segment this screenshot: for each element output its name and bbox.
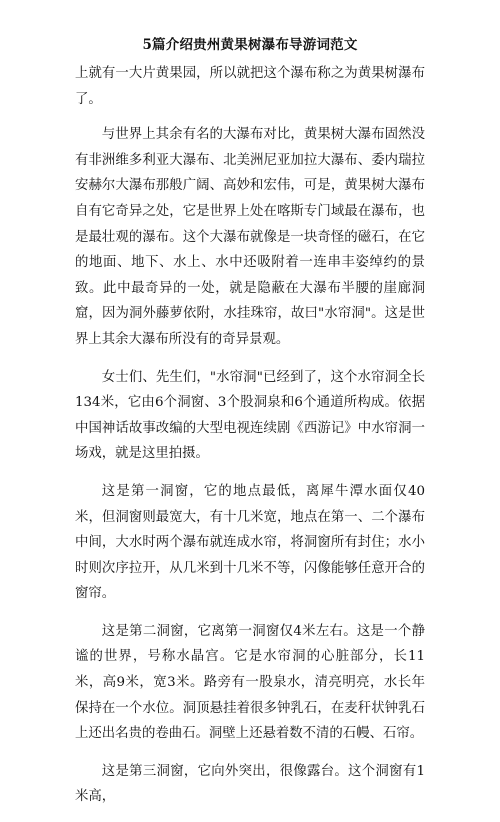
document-title: 5篇介绍贵州黄果树瀑布导游词范文 bbox=[142, 37, 358, 53]
paragraph-4: 这是第一洞窗，它的地点最低，离犀牛潭水面仅40米，但洞窗则最宽大，有十几米宽，地点在第一、二个瀑布中间，大水时两个瀑布就连成水帘，将洞窗所有封住；水小时则次序拉开，从几米到十几米不等，闪像能够任意开合的窗帘。 bbox=[75, 483, 425, 602]
paragraph-1: 上就有一大片黄果园，所以就把这个瀑布称之为黄果树瀑布了。 bbox=[75, 66, 425, 107]
paragraph-6: 这是第三洞窗，它向外突出，很像露台。这个洞窗有1米高， bbox=[75, 763, 425, 805]
paragraph-3: 女士们、先生们，"水帘洞"已经到了，这个水帘洞全长134米，它由6个洞窗、3个股洞泉和6个通道所构成。依据中国神话故事改编的大型电视连续剧《西游记》中水帘洞一场戏，就是这里拍摄。 bbox=[75, 369, 425, 462]
document-body bbox=[75, 61, 425, 822]
paragraph-2: 与世界上其余有名的大瀑布对比，黄果树大瀑布固然没有非洲维多利亚大瀑布、北美洲尼亚加拉大瀑布、委内瑞拉安赫尔大瀑布那般广阔、高妙和宏伟，可是，黄果树大瀑布自有它奇异之处，它是世界上处在喀斯专门域最在瀑布，也是最壮观的瀑布。这个大瀑布就像是一块奇怪的磁石，在它的地面、地下、水上、水中还吸附着一连串丰姿绰约的景致。此中最奇异的一处，就是隐蔽在大瀑布半腰的崖廊洞窟，因为洞外藤萝依附，水挂珠帘，故曰"水帘洞"。这是世界上其余大瀑布所没有的奇异景观。 bbox=[75, 127, 425, 347]
paragraph-5: 这是第二洞窗，它离第一洞窗仅4米左右。这是一个静谧的世界，号称水晶宫。它是水帘洞的心脏部分，长11米，高9米，宽3米。路旁有一股泉水，清亮明亮，水长年保持在一个水位。洞顶悬挂着很多钟乳石，在麦秆状钟乳石上还出名贵的卷曲石。洞壁上还悬着数不清的石幔、石帘。 bbox=[75, 623, 425, 742]
